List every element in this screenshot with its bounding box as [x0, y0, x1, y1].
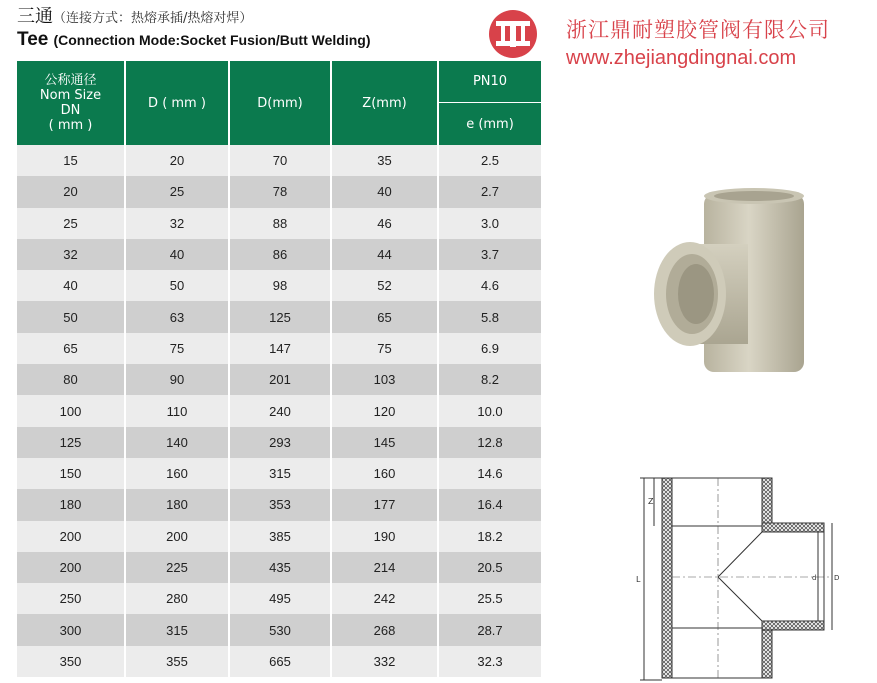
title-en-subtitle: (Connection Mode:Socket Fusion/Butt Welding)	[53, 32, 371, 48]
table-row	[17, 364, 541, 395]
table-cell: 200	[17, 552, 125, 583]
title-cn-subtitle: （连接方式：热熔承插/热熔对焊）	[53, 11, 253, 26]
table-cell: 315	[125, 614, 229, 645]
table-cell: 177	[331, 489, 438, 520]
company-logo	[486, 8, 540, 66]
table-row	[17, 583, 541, 614]
table-cell: 293	[229, 427, 331, 458]
table-cell: 70	[229, 145, 331, 176]
table-cell: 268	[331, 614, 438, 645]
table-cell: 80	[17, 364, 125, 395]
table-cell: 200	[125, 521, 229, 552]
table-cell: 100	[17, 395, 125, 426]
table-cell: 242	[331, 583, 438, 614]
table-cell: 28.7	[438, 614, 541, 645]
header-nom-size-line2: Nom Size	[39, 88, 102, 103]
table-cell: 52	[331, 270, 438, 301]
tee-spec-table	[17, 61, 541, 677]
tee-fitting-photo	[648, 186, 810, 380]
header-pn10: PN10	[438, 61, 541, 103]
title-cn-main: 三通	[17, 6, 53, 27]
table-cell: 160	[125, 458, 229, 489]
table-cell: 50	[17, 301, 125, 332]
table-cell: 20	[17, 176, 125, 207]
table-cell: 240	[229, 395, 331, 426]
table-cell: 5.8	[438, 301, 541, 332]
table-row	[17, 614, 541, 645]
table-body	[17, 145, 541, 677]
table-cell: 75	[125, 333, 229, 364]
table-cell: 32.3	[438, 646, 541, 677]
title-en-main: Tee	[17, 29, 49, 50]
table-cell: 65	[17, 333, 125, 364]
header-d-small: D ( mm )	[125, 61, 229, 145]
tee-technical-drawing	[632, 470, 844, 683]
table-cell: 147	[229, 333, 331, 364]
table-row	[17, 239, 541, 270]
table-row	[17, 208, 541, 239]
table-row	[17, 552, 541, 583]
table-row	[17, 489, 541, 520]
header-nom-size-line1: 公称通径	[44, 73, 97, 88]
page-title-en	[17, 29, 371, 51]
table-row	[17, 646, 541, 677]
table-cell: 250	[17, 583, 125, 614]
label-inner-d: d	[812, 574, 817, 582]
table-row	[17, 333, 541, 364]
table-cell: 3.0	[438, 208, 541, 239]
table-cell: 65	[331, 301, 438, 332]
table-cell: 332	[331, 646, 438, 677]
table-cell: 14.6	[438, 458, 541, 489]
table-cell: 385	[229, 521, 331, 552]
table-cell: 280	[125, 583, 229, 614]
table-row	[17, 145, 541, 176]
page-title-cn	[17, 2, 252, 28]
table-cell: 20.5	[438, 552, 541, 583]
table-cell: 665	[229, 646, 331, 677]
table-cell: 32	[125, 208, 229, 239]
table-cell: 495	[229, 583, 331, 614]
table-cell: 160	[331, 458, 438, 489]
header-d-big: D(mm)	[229, 61, 331, 145]
table-cell: 355	[125, 646, 229, 677]
table-cell: 530	[229, 614, 331, 645]
table-cell: 20	[125, 145, 229, 176]
table-cell: 125	[229, 301, 331, 332]
table-cell: 25	[17, 208, 125, 239]
table-cell: 32	[17, 239, 125, 270]
table-cell: 103	[331, 364, 438, 395]
table-cell: 300	[17, 614, 125, 645]
table-cell: 25.5	[438, 583, 541, 614]
table-cell: 200	[17, 521, 125, 552]
table-cell: 63	[125, 301, 229, 332]
table-cell: 201	[229, 364, 331, 395]
table-cell: 12.8	[438, 427, 541, 458]
table-cell: 8.2	[438, 364, 541, 395]
label-outer-d: D	[834, 574, 840, 582]
table-cell: 140	[125, 427, 229, 458]
table-cell: 10.0	[438, 395, 541, 426]
header-nom-size-line3: DN	[60, 103, 81, 118]
table-cell: 40	[331, 176, 438, 207]
table-cell: 6.9	[438, 333, 541, 364]
table-cell: 15	[17, 145, 125, 176]
header-nom-size	[17, 61, 125, 145]
table-cell: 2.7	[438, 176, 541, 207]
table-cell: 90	[125, 364, 229, 395]
table-row	[17, 395, 541, 426]
table-cell: 16.4	[438, 489, 541, 520]
table-cell: 4.6	[438, 270, 541, 301]
table-cell: 120	[331, 395, 438, 426]
table-cell: 98	[229, 270, 331, 301]
table-cell: 46	[331, 208, 438, 239]
table-row	[17, 270, 541, 301]
table-cell: 44	[331, 239, 438, 270]
table-cell: 315	[229, 458, 331, 489]
table-cell: 40	[125, 239, 229, 270]
table-cell: 353	[229, 489, 331, 520]
table-cell: 78	[229, 176, 331, 207]
table-cell: 225	[125, 552, 229, 583]
table-cell: 145	[331, 427, 438, 458]
table-cell: 3.7	[438, 239, 541, 270]
table-cell: 350	[17, 646, 125, 677]
table-cell: 150	[17, 458, 125, 489]
table-cell: 180	[125, 489, 229, 520]
table-cell: 88	[229, 208, 331, 239]
table-cell: 18.2	[438, 521, 541, 552]
table-cell: 50	[125, 270, 229, 301]
table-row	[17, 427, 541, 458]
label-length: L	[636, 575, 641, 584]
table-cell: 435	[229, 552, 331, 583]
table-cell: 25	[125, 176, 229, 207]
header-wall-thickness: e (mm)	[438, 103, 541, 146]
table-cell: 190	[331, 521, 438, 552]
table-row	[17, 458, 541, 489]
table-cell: 110	[125, 395, 229, 426]
table-cell: 125	[17, 427, 125, 458]
label-z: Z	[648, 497, 654, 506]
table-cell: 214	[331, 552, 438, 583]
header-nom-size-line4: ( mm )	[48, 118, 93, 133]
table-row	[17, 521, 541, 552]
table-cell: 86	[229, 239, 331, 270]
table-cell: 40	[17, 270, 125, 301]
table-row	[17, 176, 541, 207]
table-cell: 180	[17, 489, 125, 520]
table-row	[17, 301, 541, 332]
header-z: Z(mm)	[331, 61, 438, 145]
company-website: www.zhejiangdingnai.com	[566, 47, 797, 69]
table-cell: 35	[331, 145, 438, 176]
company-name: 浙江鼎耐塑胶管阀有限公司	[566, 18, 830, 42]
table-cell: 75	[331, 333, 438, 364]
table-cell: 2.5	[438, 145, 541, 176]
